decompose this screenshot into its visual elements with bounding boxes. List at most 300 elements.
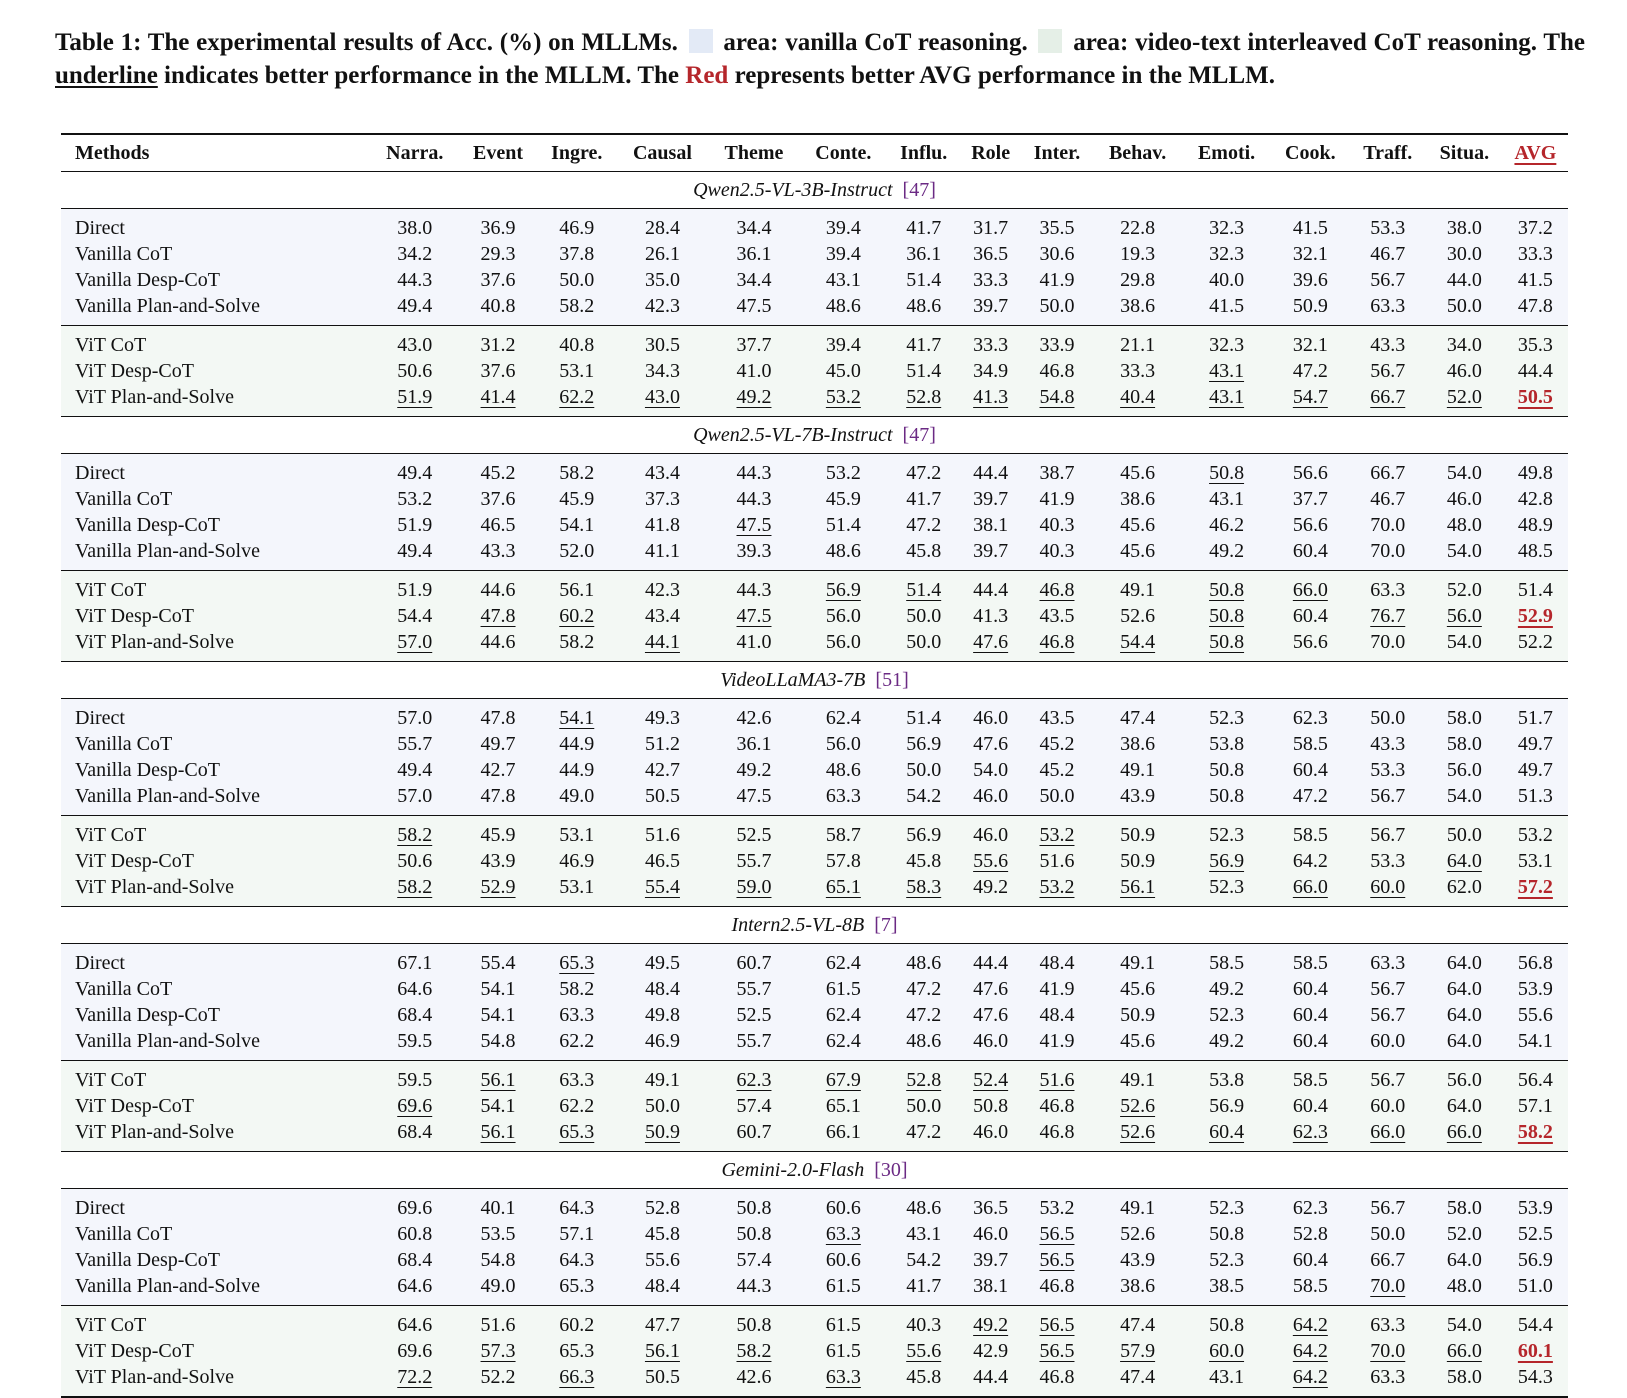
score-cell (887, 209, 960, 242)
score-cell (1271, 699, 1350, 732)
score-cell (1182, 976, 1271, 1002)
score-cell (1021, 1364, 1093, 1397)
score-cell (1503, 326, 1568, 359)
score-cell (617, 1306, 709, 1339)
score-value: 31.2 (480, 333, 516, 356)
score-cell (1093, 209, 1182, 242)
score-cell (1182, 1119, 1271, 1152)
score-cell (459, 538, 537, 571)
score-cell (1271, 603, 1350, 629)
score-value: 60.4 (1292, 977, 1328, 1000)
score-value: 54.2 (906, 784, 942, 807)
score-value: 54.4 (1517, 1313, 1553, 1336)
score-cell (1021, 241, 1093, 267)
citation-link[interactable]: [47] (902, 423, 936, 446)
score-value: 56.7 (1370, 268, 1406, 291)
score-value: 58.2 (559, 294, 595, 317)
score-value: 46.8 (1039, 359, 1075, 382)
column-header-emoti: Emoti. (1182, 134, 1271, 172)
score-value: 36.1 (906, 242, 942, 265)
score-cell (1182, 1221, 1271, 1247)
score-cell (1271, 1306, 1350, 1339)
score-value: 58.5 (1209, 951, 1245, 974)
score-value: 56.1 (559, 578, 595, 601)
score-value: 46.0 (1446, 487, 1482, 510)
score-value: 59.0 (736, 875, 772, 898)
score-value: 52.5 (1517, 1222, 1553, 1245)
method-name: ViT Desp-CoT (61, 1338, 370, 1364)
score-cell (1350, 209, 1426, 242)
score-value: 54.0 (1446, 630, 1482, 653)
score-value: 55.7 (736, 977, 772, 1000)
score-cell (960, 209, 1020, 242)
score-cell (370, 1119, 459, 1152)
header-row (61, 134, 1568, 172)
method-name: ViT CoT (61, 1061, 370, 1094)
score-cell (1426, 1028, 1503, 1061)
score-cell (370, 384, 459, 417)
score-cell (887, 1119, 960, 1152)
score-cell (1426, 1273, 1503, 1306)
citation-link[interactable]: [51] (875, 668, 909, 691)
score-cell (1021, 486, 1093, 512)
citation-link[interactable]: [30] (874, 1158, 908, 1181)
score-value: 64.0 (1446, 849, 1482, 872)
score-cell (1093, 1093, 1182, 1119)
score-value: 62.4 (825, 1029, 861, 1052)
score-value: 46.8 (1039, 1274, 1075, 1297)
score-cell (617, 1028, 709, 1061)
score-cell (1426, 1093, 1503, 1119)
score-value: 56.1 (480, 1120, 516, 1143)
score-cell (1021, 571, 1093, 604)
score-cell (537, 1119, 617, 1152)
score-value: 56.7 (1370, 784, 1406, 807)
score-value: 46.8 (1039, 578, 1075, 601)
score-value: 50.9 (1120, 1003, 1156, 1026)
score-value: 40.8 (559, 333, 595, 356)
score-value: 66.0 (1292, 875, 1328, 898)
score-value: 48.9 (1517, 513, 1553, 536)
score-cell (1350, 757, 1426, 783)
score-cell (459, 1093, 537, 1119)
score-cell (887, 293, 960, 326)
score-cell (887, 757, 960, 783)
score-cell (459, 1306, 537, 1339)
score-cell (960, 1273, 1020, 1306)
score-value: 54.4 (397, 604, 433, 627)
score-cell (537, 538, 617, 571)
score-cell (459, 241, 537, 267)
score-value: 64.0 (1446, 951, 1482, 974)
score-value: 36.1 (736, 242, 772, 265)
score-cell (960, 384, 1020, 417)
score-value: 32.3 (1209, 216, 1245, 239)
score-cell (708, 538, 800, 571)
model-name: Qwen2.5-VL-7B-Instruct (693, 423, 898, 446)
score-cell (370, 358, 459, 384)
score-cell (1350, 731, 1426, 757)
score-value: 46.9 (559, 849, 595, 872)
score-value: 50.9 (1120, 823, 1156, 846)
method-name: Vanilla CoT (61, 486, 370, 512)
score-value: 49.2 (1209, 977, 1245, 1000)
score-value: 35.5 (1039, 216, 1075, 239)
score-cell (1021, 1119, 1093, 1152)
score-value: 56.9 (1517, 1248, 1553, 1271)
score-cell (1182, 731, 1271, 757)
score-value: 57.0 (397, 630, 433, 653)
score-cell (960, 241, 1020, 267)
score-cell (1271, 454, 1350, 487)
score-value: 47.8 (480, 706, 516, 729)
score-value: 55.4 (480, 951, 516, 974)
score-value: 39.6 (1292, 268, 1328, 291)
citation-link[interactable]: [7] (874, 913, 898, 936)
score-value: 51.4 (906, 268, 942, 291)
score-cell (800, 816, 887, 849)
score-value: 64.2 (1292, 849, 1328, 872)
score-value: 50.0 (1370, 1222, 1406, 1245)
score-value: 43.1 (1209, 487, 1245, 510)
score-value: 51.6 (644, 823, 680, 846)
score-value: 60.0 (1370, 1094, 1406, 1117)
score-cell (960, 1364, 1020, 1397)
score-cell (370, 538, 459, 571)
table-row (61, 1189, 1568, 1222)
score-value: 26.1 (644, 242, 680, 265)
score-value: 66.7 (1370, 461, 1406, 484)
score-cell (459, 1338, 537, 1364)
score-cell (1350, 816, 1426, 849)
score-cell (617, 1002, 709, 1028)
score-cell (1093, 512, 1182, 538)
score-cell (1350, 538, 1426, 571)
score-cell (800, 944, 887, 977)
method-name: ViT Desp-CoT (61, 603, 370, 629)
score-cell (1503, 1028, 1568, 1061)
score-value: 43.1 (1209, 385, 1245, 408)
score-cell (960, 1002, 1020, 1028)
score-value: 46.9 (559, 216, 595, 239)
score-cell (1426, 454, 1503, 487)
score-cell (1182, 783, 1271, 816)
table-row (61, 1364, 1568, 1397)
score-value: 36.5 (973, 242, 1009, 265)
score-cell (1426, 874, 1503, 907)
score-cell (617, 1061, 709, 1094)
score-cell (960, 1189, 1020, 1222)
score-value: 52.0 (1446, 1222, 1482, 1245)
score-value: 66.0 (1446, 1120, 1482, 1143)
score-value: 56.1 (644, 1339, 680, 1362)
score-value: 58.5 (1292, 1068, 1328, 1091)
score-cell (1021, 1002, 1093, 1028)
score-cell (1426, 816, 1503, 849)
score-value: 55.7 (736, 1029, 772, 1052)
caption-red-word: Red (685, 62, 729, 89)
score-value: 38.6 (1120, 294, 1156, 317)
score-cell (617, 944, 709, 977)
score-value: 63.3 (559, 1068, 595, 1091)
score-cell (1093, 1247, 1182, 1273)
caption-text-5: indicates better performance in the MLLM. The (164, 62, 680, 89)
score-cell (1503, 603, 1568, 629)
score-cell (800, 1119, 887, 1152)
score-cell (459, 486, 537, 512)
score-cell (459, 384, 537, 417)
score-value: 50.8 (736, 1313, 772, 1336)
score-value: 38.0 (1446, 216, 1482, 239)
score-value: 52.0 (1446, 385, 1482, 408)
score-value: 56.0 (825, 630, 861, 653)
score-cell (887, 731, 960, 757)
score-cell (537, 731, 617, 757)
score-value: 68.4 (397, 1003, 433, 1026)
score-cell (1271, 731, 1350, 757)
table-row (61, 731, 1568, 757)
score-value: 60.2 (559, 1313, 595, 1336)
score-value: 51.0 (1517, 1274, 1553, 1297)
score-value: 65.1 (825, 875, 861, 898)
score-value: 45.6 (1120, 539, 1156, 562)
score-value: 46.0 (973, 1120, 1009, 1143)
score-value: 38.6 (1120, 732, 1156, 755)
score-cell (370, 1061, 459, 1094)
score-value: 50.8 (1209, 630, 1245, 653)
score-cell (887, 783, 960, 816)
score-cell (1350, 512, 1426, 538)
score-cell (887, 454, 960, 487)
score-cell (617, 1338, 709, 1364)
score-value: 48.6 (906, 1029, 942, 1052)
score-cell (800, 757, 887, 783)
score-cell (370, 326, 459, 359)
score-value: 46.5 (480, 513, 516, 536)
method-name: ViT Desp-CoT (61, 848, 370, 874)
score-value: 54.7 (1292, 385, 1328, 408)
score-cell (708, 1221, 800, 1247)
score-cell (537, 486, 617, 512)
score-cell (537, 512, 617, 538)
score-cell (887, 1221, 960, 1247)
score-value: 52.0 (1446, 578, 1482, 601)
score-cell (960, 848, 1020, 874)
score-value: 52.5 (736, 823, 772, 846)
score-cell (960, 816, 1020, 849)
score-value: 51.9 (397, 385, 433, 408)
score-value: 51.6 (1039, 1068, 1075, 1091)
score-value: 56.1 (480, 1068, 516, 1091)
method-name: ViT CoT (61, 571, 370, 604)
score-value: 54.3 (1517, 1365, 1553, 1388)
score-value: 54.8 (1039, 385, 1075, 408)
score-value: 51.9 (397, 578, 433, 601)
score-cell (1350, 783, 1426, 816)
table-row (61, 241, 1568, 267)
score-value: 50.0 (1039, 784, 1075, 807)
score-cell (1182, 241, 1271, 267)
score-value: 57.3 (480, 1339, 516, 1362)
score-cell (960, 571, 1020, 604)
score-cell (370, 486, 459, 512)
score-value: 41.9 (1039, 977, 1075, 1000)
score-value: 56.5 (1039, 1222, 1075, 1245)
score-value: 50.0 (906, 630, 942, 653)
score-cell (459, 1189, 537, 1222)
score-cell (370, 1028, 459, 1061)
score-value: 57.1 (1517, 1094, 1553, 1117)
score-cell (1093, 1002, 1182, 1028)
score-value: 68.4 (397, 1248, 433, 1271)
table-row (61, 454, 1568, 487)
score-value: 52.6 (1120, 604, 1156, 627)
score-cell (370, 874, 459, 907)
score-cell (1350, 1306, 1426, 1339)
score-cell (1503, 1273, 1568, 1306)
score-value: 46.0 (973, 784, 1009, 807)
score-value: 50.8 (1209, 784, 1245, 807)
score-value: 53.8 (1209, 1068, 1245, 1091)
score-value: 53.1 (559, 359, 595, 382)
score-cell (370, 731, 459, 757)
score-value: 51.6 (1039, 849, 1075, 872)
caption-text-3: area: video-text interleaved CoT reasoning. The (1073, 29, 1586, 56)
score-cell (1182, 1189, 1271, 1222)
score-cell (537, 1028, 617, 1061)
score-value: 38.6 (1120, 1274, 1156, 1297)
method-name: Vanilla CoT (61, 1221, 370, 1247)
score-cell (1021, 293, 1093, 326)
score-value: 56.0 (1446, 604, 1482, 627)
score-cell (1021, 358, 1093, 384)
score-cell (1350, 571, 1426, 604)
score-value: 52.0 (559, 539, 595, 562)
score-value: 66.3 (559, 1365, 595, 1388)
score-value: 41.9 (1039, 487, 1075, 510)
score-value: 46.5 (644, 849, 680, 872)
score-cell (1503, 944, 1568, 977)
score-cell (708, 267, 800, 293)
score-cell (708, 629, 800, 662)
score-cell (537, 874, 617, 907)
score-value: 65.3 (559, 951, 595, 974)
score-cell (800, 1189, 887, 1222)
score-value: 34.9 (973, 359, 1009, 382)
score-value: 54.1 (559, 706, 595, 729)
score-cell (617, 1093, 709, 1119)
score-cell (1093, 699, 1182, 732)
score-cell (708, 944, 800, 977)
score-value: 37.6 (480, 268, 516, 291)
score-value: 33.3 (973, 333, 1009, 356)
score-value: 53.3 (1370, 758, 1406, 781)
score-value: 58.0 (1446, 1365, 1482, 1388)
score-value: 46.8 (1039, 1120, 1075, 1143)
caption-text-2: area: vanilla CoT reasoning. (723, 29, 1028, 56)
score-value: 64.6 (397, 1274, 433, 1297)
score-cell (800, 486, 887, 512)
score-value: 50.0 (1039, 294, 1075, 317)
score-cell (1426, 267, 1503, 293)
score-value: 56.6 (1292, 513, 1328, 536)
score-value: 62.0 (1446, 875, 1482, 898)
score-value: 47.6 (973, 732, 1009, 755)
method-name: Vanilla Plan-and-Solve (61, 783, 370, 816)
score-value: 58.2 (559, 461, 595, 484)
score-value: 43.0 (644, 385, 680, 408)
score-cell (1271, 944, 1350, 977)
score-value: 49.4 (397, 539, 433, 562)
score-value: 52.9 (1517, 604, 1553, 627)
score-cell (459, 1028, 537, 1061)
score-cell (617, 699, 709, 732)
score-value: 53.3 (1370, 216, 1406, 239)
score-value: 54.1 (480, 1003, 516, 1026)
score-cell (887, 1061, 960, 1094)
method-name: Direct (61, 944, 370, 977)
score-value: 64.2 (1292, 1313, 1328, 1336)
score-cell (1021, 757, 1093, 783)
column-header-inter: Inter. (1021, 134, 1093, 172)
score-cell (1093, 571, 1182, 604)
score-value: 43.3 (1370, 333, 1406, 356)
column-header-conte: Conte. (800, 134, 887, 172)
score-cell (1503, 1338, 1568, 1364)
score-value: 49.1 (1120, 758, 1156, 781)
score-value: 60.8 (397, 1222, 433, 1245)
score-cell (459, 874, 537, 907)
score-cell (537, 326, 617, 359)
score-cell (1182, 816, 1271, 849)
score-cell (1021, 976, 1093, 1002)
score-value: 52.3 (1209, 1196, 1245, 1219)
score-value: 48.4 (1039, 1003, 1075, 1026)
score-cell (1182, 512, 1271, 538)
score-cell (708, 848, 800, 874)
score-value: 38.5 (1209, 1274, 1245, 1297)
score-value: 49.8 (1517, 461, 1553, 484)
score-value: 60.4 (1292, 758, 1328, 781)
score-value: 41.5 (1517, 268, 1553, 291)
table-row (61, 976, 1568, 1002)
score-value: 51.4 (1517, 578, 1553, 601)
score-cell (370, 783, 459, 816)
score-value: 58.0 (1446, 1196, 1482, 1219)
score-value: 58.2 (397, 875, 433, 898)
method-name: ViT Desp-CoT (61, 1093, 370, 1119)
score-cell (617, 1364, 709, 1397)
score-value: 62.4 (825, 706, 861, 729)
score-value: 41.0 (736, 630, 772, 653)
score-cell (1093, 293, 1182, 326)
model-name: Intern2.5-VL-8B (731, 913, 870, 936)
score-value: 60.4 (1292, 1094, 1328, 1117)
score-value: 50.5 (644, 1365, 680, 1388)
score-value: 42.9 (973, 1339, 1009, 1362)
score-value: 56.7 (1370, 1003, 1406, 1026)
score-value: 47.8 (1517, 294, 1553, 317)
score-cell (1093, 454, 1182, 487)
score-cell (1093, 1364, 1182, 1397)
score-value: 58.3 (906, 875, 942, 898)
citation-link[interactable]: [47] (902, 178, 936, 201)
score-cell (800, 267, 887, 293)
score-value: 60.2 (559, 604, 595, 627)
score-cell (459, 1061, 537, 1094)
score-value: 41.7 (906, 1274, 942, 1297)
score-cell (1271, 267, 1350, 293)
